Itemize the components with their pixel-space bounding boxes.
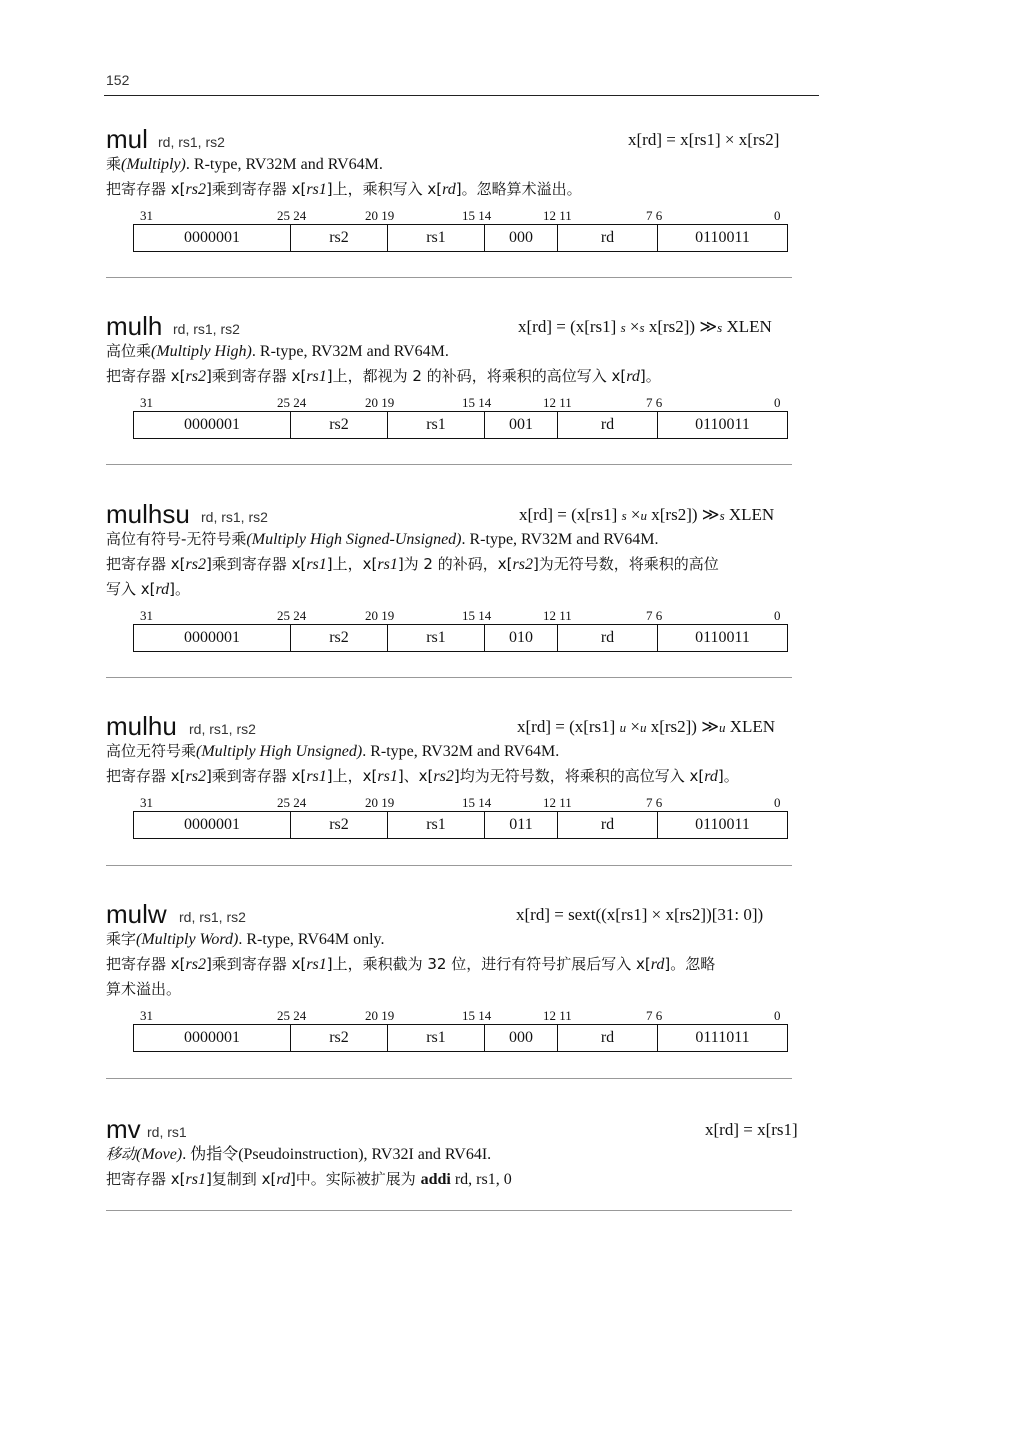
bit-positions: 31 25 24 20 19 15 14 12 11 7 6 0 (140, 608, 781, 623)
encoding-diagram (133, 395, 788, 439)
operands: rd, rs1, rs2 (173, 321, 240, 337)
field-funct3: 011 (485, 812, 558, 838)
field-funct7: 0000001 (134, 225, 291, 251)
entry-mul (106, 118, 818, 252)
description-line: 高位有符号-无符号乘(Multiply High Signed-Unsigned). R-type, RV32M and RV64M. (106, 530, 659, 548)
operands: rd, rs1 (147, 1124, 187, 1140)
section-separator (106, 1210, 792, 1211)
field-opcode: 0110011 (695, 416, 750, 433)
field-rs1: rs1 (388, 412, 485, 438)
encoding-fields (133, 224, 788, 252)
encoding-fields (133, 411, 788, 439)
bit-positions: 31 25 24 20 19 15 14 12 11 7 6 0 (140, 395, 781, 410)
description-line: 乘字(Multiply Word). R-type, RV64M only. (106, 930, 385, 948)
entry-header (106, 893, 818, 927)
field-funct7: 0000001 (134, 812, 291, 838)
field-rs1: rs1 (388, 1025, 485, 1051)
mnemonic: mulh (106, 311, 163, 341)
field-rd: rd (558, 812, 658, 838)
section-separator (106, 865, 792, 866)
entry-mulh (106, 305, 818, 439)
entry-header (106, 1108, 818, 1142)
mnemonic: mul (106, 124, 148, 154)
operands: rd, rs1, rs2 (201, 509, 268, 525)
field-opcode: 0110011 (695, 229, 750, 246)
field-rs2: rs2 (291, 1025, 388, 1051)
field-opcode: 0110011 (695, 816, 750, 833)
detail-line: 把寄存器 x[rs2]乘到寄存器 x[rs1]上，都视为 2 的补码，将乘积的高位写入 x[rd]。 (106, 367, 661, 385)
field-funct7: 0000001 (134, 625, 291, 651)
detail-line: 把寄存器 x[rs2]乘到寄存器 x[rs1]上，乘积写入 x[rd]。忽略算术溢出。 (106, 180, 582, 198)
detail-line-continued: 算术溢出。 (106, 980, 182, 998)
encoding-fields (133, 624, 788, 652)
section-separator (106, 677, 792, 678)
mnemonic: mulhu (106, 711, 177, 741)
detail-line: 把寄存器 x[rs2]乘到寄存器 x[rs1]上，x[rs1]为 2 的补码，x[rs2]为无符号数，将乘积的高位 (106, 555, 719, 573)
field-rs1: rs1 (388, 225, 485, 251)
bit-positions: 31 25 24 20 19 15 14 12 11 7 6 0 (140, 1008, 781, 1023)
field-rd: rd (558, 225, 658, 251)
operands: rd, rs1, rs2 (158, 134, 225, 150)
formula: x[rd] = (x[rs1] u ×u x[rs2]) ≫u XLEN (517, 717, 776, 736)
field-funct3: 010 (485, 625, 558, 651)
encoding-diagram (133, 795, 788, 839)
field-rd: rd (558, 1025, 658, 1051)
field-rs1: rs1 (388, 625, 485, 651)
formula: x[rd] = (x[rs1] s ×s x[rs2]) ≫s XLEN (518, 317, 772, 336)
bit-positions: 31 25 24 20 19 15 14 12 11 7 6 0 (140, 208, 781, 223)
detail-line: 把寄存器 x[rs2]乘到寄存器 x[rs1]上，乘积截为 32 位，进行有符号扩展后写入 x[rd]。忽略 (106, 955, 716, 973)
field-rd: rd (558, 412, 658, 438)
formula: x[rd] = (x[rs1] s ×u x[rs2]) ≫s XLEN (519, 505, 775, 524)
entry-header (106, 705, 818, 739)
field-funct3: 000 (485, 225, 558, 251)
section-separator (106, 1078, 792, 1079)
encoding-diagram (133, 1008, 788, 1052)
formula: x[rd] = sext((x[rs1] × x[rs2])[31: 0]) (516, 905, 764, 924)
mnemonic: mulhsu (106, 499, 190, 529)
field-rs2: rs2 (291, 625, 388, 651)
field-funct3: 000 (485, 1025, 558, 1051)
operands: rd, rs1, rs2 (189, 721, 256, 737)
section-separator (106, 277, 792, 278)
field-rs2: rs2 (291, 225, 388, 251)
description-line: 乘(Multiply). R-type, RV32M and RV64M. (106, 155, 383, 173)
field-rd: rd (558, 625, 658, 651)
field-rs2: rs2 (291, 812, 388, 838)
field-funct3: 001 (485, 412, 558, 438)
entry-mulhu (106, 705, 818, 839)
entry-mulhsu (106, 493, 818, 652)
field-funct7: 0000001 (134, 1025, 291, 1051)
field-rs2: rs2 (291, 412, 388, 438)
encoding-diagram (133, 608, 788, 652)
entry-mv (106, 1108, 818, 1192)
encoding-fields (133, 1024, 788, 1052)
encoding-diagram (133, 208, 788, 252)
description-line: 高位乘(Multiply High). R-type, RV32M and RV64M. (106, 342, 449, 360)
bit-positions: 31 25 24 20 19 15 14 12 11 7 6 0 (140, 795, 781, 810)
formula: x[rd] = x[rs1] × x[rs2] (628, 130, 780, 149)
detail-line: 把寄存器 x[rs2]乘到寄存器 x[rs1]上，x[rs1]、x[rs2]均为无符号数，将乘积的高位写入 x[rd]。 (106, 767, 739, 785)
encoding-fields (133, 811, 788, 839)
entry-header (106, 305, 818, 339)
field-rs1: rs1 (388, 812, 485, 838)
operands: rd, rs1, rs2 (179, 909, 246, 925)
entry-mulw (106, 893, 818, 1052)
detail-line-continued: 写入 x[rd]。 (106, 580, 190, 598)
description-line: 高位无符号乘(Multiply High Unsigned). R-type, RV32M and RV64M. (106, 742, 560, 760)
page-number: 152 (106, 72, 130, 88)
description-line: 移动(Move). 伪指令(Pseudoinstruction), RV32I and RV64I. (106, 1145, 492, 1163)
entry-header (106, 493, 818, 527)
header-rule (104, 95, 819, 96)
field-opcode: 0111011 (695, 1029, 750, 1046)
field-opcode: 0110011 (695, 629, 750, 646)
formula: x[rd] = x[rs1] (705, 1120, 798, 1139)
detail-line: 把寄存器 x[rs1]复制到 x[rd]中。实际被扩展为 addi rd, rs1, 0 (106, 1170, 512, 1188)
section-separator (106, 464, 792, 465)
mnemonic: mv (106, 1114, 141, 1144)
mnemonic: mulw (106, 899, 167, 929)
field-funct7: 0000001 (134, 412, 291, 438)
entry-header (106, 118, 818, 152)
